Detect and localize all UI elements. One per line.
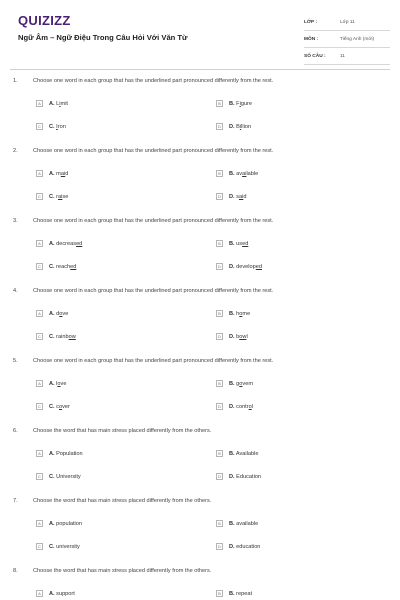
option-checkbox[interactable]: A	[36, 380, 43, 387]
meta-table	[304, 14, 390, 65]
word-part: Available	[235, 450, 259, 457]
option-letter: D.	[229, 333, 235, 340]
question-text: Choose one word in each group that has the underlined part pronounced differently from the rest.	[33, 288, 274, 294]
question-number: 8.	[13, 568, 18, 574]
option-text	[229, 521, 258, 527]
option-letter: D.	[229, 123, 235, 130]
underlined-part: ed	[242, 240, 249, 247]
answer-option-d[interactable]	[216, 193, 246, 200]
option-checkbox[interactable]: D	[216, 403, 223, 410]
answer-option-a[interactable]	[36, 380, 66, 387]
option-checkbox[interactable]: B	[216, 240, 223, 247]
option-checkbox[interactable]: B	[216, 380, 223, 387]
answer-option-c[interactable]	[36, 333, 76, 340]
option-letter: C.	[49, 473, 55, 480]
option-letter: A.	[49, 240, 55, 247]
underlined-part: ed	[76, 240, 83, 247]
option-checkbox[interactable]: A	[36, 100, 43, 107]
option-checkbox[interactable]: B	[216, 310, 223, 317]
question-text: Choose one word in each group that has the underlined part pronounced differently from the rest.	[33, 218, 274, 224]
word-part: education	[236, 543, 261, 550]
word-part: Population	[56, 450, 83, 457]
question-number: 6.	[13, 428, 18, 434]
option-text	[49, 124, 66, 130]
option-letter: B.	[229, 100, 235, 107]
word-part: develop	[236, 263, 256, 270]
answer-option-c[interactable]	[36, 403, 70, 410]
option-text	[49, 171, 68, 177]
option-checkbox[interactable]: A	[36, 590, 43, 597]
question-number: 1.	[13, 78, 18, 84]
underlined-part: i	[59, 100, 61, 107]
answer-option-d[interactable]	[216, 403, 253, 410]
option-letter: A.	[49, 310, 55, 317]
option-checkbox[interactable]: D	[216, 473, 223, 480]
question-text: Choose the word that has main stress placed differently from the others.	[33, 568, 212, 574]
question-text: Choose the word that has main stress placed differently from the others.	[33, 498, 212, 504]
underlined-part: ai	[242, 170, 247, 177]
page-title: Ngữ Âm – Ngữ Điệu Trong Câu Hỏi Với Văn Từ	[18, 33, 188, 42]
option-checkbox[interactable]: C	[36, 123, 43, 130]
option-letter: B.	[229, 590, 235, 597]
word-part: l	[251, 403, 253, 410]
option-checkbox[interactable]: B	[216, 450, 223, 457]
option-text	[229, 101, 252, 107]
answer-option-d[interactable]	[216, 543, 260, 550]
underlined-part: ed	[255, 263, 262, 270]
option-text	[229, 404, 253, 410]
question-number: 7.	[13, 498, 18, 504]
answer-option-b[interactable]	[216, 380, 253, 387]
word-part: s	[236, 193, 239, 200]
option-text	[229, 194, 246, 200]
answer-option-a[interactable]	[36, 240, 82, 247]
option-text	[229, 264, 262, 270]
answer-option-d[interactable]	[216, 263, 262, 270]
word-part: University	[56, 473, 81, 480]
word-part: Education	[236, 473, 262, 480]
question-number: 3.	[13, 218, 18, 224]
question-number: 4.	[13, 288, 18, 294]
word-part: d	[243, 193, 247, 200]
word-part: vern	[242, 380, 254, 387]
option-text	[49, 264, 76, 270]
option-letter: B.	[229, 520, 235, 527]
underlined-part: ed	[70, 263, 77, 270]
underlined-part: o	[58, 403, 63, 410]
underlined-part: o	[59, 310, 63, 317]
underlined-part: o	[248, 403, 252, 410]
option-text	[229, 451, 258, 457]
question-number: 2.	[13, 148, 18, 154]
word-part: university	[56, 543, 80, 550]
option-letter: B.	[229, 240, 235, 247]
word-part: se	[62, 193, 69, 200]
word-part: reach	[56, 263, 71, 270]
option-checkbox[interactable]: B	[216, 590, 223, 597]
option-text	[49, 544, 80, 550]
question-text: Choose one word in each group that has the underlined part pronounced differently from the rest.	[33, 78, 274, 84]
option-letter: D.	[229, 473, 235, 480]
word-part: d	[65, 170, 69, 177]
question-text: Choose one word in each group that has the underlined part pronounced differently from the rest.	[33, 148, 274, 154]
word-part: population	[56, 520, 82, 527]
option-letter: B.	[229, 310, 235, 317]
option-checkbox[interactable]: A	[36, 450, 43, 457]
word-part: l	[246, 333, 248, 340]
option-letter: C.	[49, 123, 55, 130]
option-checkbox[interactable]: D	[216, 123, 223, 130]
answer-option-a[interactable]	[36, 100, 68, 107]
underlined-part: ai	[60, 170, 66, 177]
answer-option-b[interactable]	[216, 100, 252, 107]
option-letter: D.	[229, 543, 235, 550]
option-text	[49, 381, 66, 387]
option-letter: A.	[49, 450, 55, 457]
word-part: b	[236, 333, 240, 340]
word-part: gure	[240, 100, 253, 107]
answer-option-c[interactable]	[36, 193, 68, 200]
option-text	[229, 381, 253, 387]
word-part: r	[56, 193, 59, 200]
option-text	[229, 241, 248, 247]
answer-option-d[interactable]	[216, 123, 251, 130]
underlined-part: ow	[239, 333, 247, 340]
answer-option-a[interactable]	[36, 590, 75, 597]
word-part: lable	[246, 170, 259, 177]
option-checkbox[interactable]: C	[36, 333, 43, 340]
word-part: l	[56, 380, 58, 387]
answer-option-b[interactable]	[216, 240, 248, 247]
option-text	[229, 124, 251, 130]
option-checkbox[interactable]: D	[216, 543, 223, 550]
page-header	[0, 0, 400, 68]
option-checkbox[interactable]: B	[216, 520, 223, 527]
option-text	[49, 334, 76, 340]
option-letter: B.	[229, 380, 235, 387]
meta-value: Lớp 11	[340, 19, 355, 25]
word-part: us	[236, 240, 243, 247]
option-checkbox[interactable]: C	[36, 403, 43, 410]
option-checkbox[interactable]: B	[216, 170, 223, 177]
meta-row-count	[304, 48, 390, 65]
word-part: me	[242, 310, 251, 317]
option-checkbox[interactable]: C	[36, 543, 43, 550]
answer-option-c[interactable]	[36, 263, 76, 270]
option-letter: D.	[229, 263, 235, 270]
quizizz-logo: QUIZIZZ	[18, 13, 71, 28]
option-text	[229, 334, 248, 340]
question-text: Choose one word in each group that has the underlined part pronounced differently from the rest.	[33, 358, 274, 364]
answer-option-b[interactable]	[216, 520, 258, 527]
option-letter: D.	[229, 403, 235, 410]
option-text	[229, 474, 261, 480]
word-part: mit	[60, 100, 68, 107]
word-part: ron	[57, 123, 66, 130]
option-text	[229, 544, 260, 550]
option-letter: A.	[49, 380, 55, 387]
underlined-part: ow	[68, 333, 76, 340]
underlined-part: o	[239, 380, 243, 387]
option-text	[229, 171, 258, 177]
option-letter: B.	[229, 450, 235, 457]
option-text	[229, 311, 250, 317]
meta-value: 11	[340, 53, 345, 59]
answer-option-d[interactable]	[216, 333, 248, 340]
option-letter: A.	[49, 590, 55, 597]
option-text	[49, 404, 70, 410]
option-letter: C.	[49, 193, 55, 200]
meta-key: MÔN :	[304, 36, 319, 42]
answer-option-d[interactable]	[216, 473, 261, 480]
option-letter: C.	[49, 333, 55, 340]
option-checkbox[interactable]: A	[36, 240, 43, 247]
answer-option-a[interactable]	[36, 450, 83, 457]
option-text	[229, 591, 252, 597]
option-text	[49, 451, 83, 457]
option-letter: A.	[49, 520, 55, 527]
option-text	[49, 241, 82, 247]
option-text	[49, 591, 75, 597]
meta-row-class	[304, 14, 390, 31]
option-checkbox[interactable]: C	[36, 193, 43, 200]
option-letter: A.	[49, 170, 55, 177]
question-text: Choose the word that has main stress placed differently from the others.	[33, 428, 212, 434]
option-letter: A.	[49, 100, 55, 107]
word-part: L	[56, 100, 60, 107]
answer-option-b[interactable]	[216, 590, 252, 597]
option-checkbox[interactable]: C	[36, 473, 43, 480]
word-part: repeat	[236, 590, 253, 597]
word-part: B	[236, 123, 240, 130]
answer-option-b[interactable]	[216, 170, 258, 177]
header-divider	[10, 69, 390, 70]
word-part: rainb	[56, 333, 69, 340]
option-checkbox[interactable]: C	[36, 263, 43, 270]
word-part: llion	[241, 123, 252, 130]
word-part: g	[236, 380, 240, 387]
word-part: support	[56, 590, 75, 597]
option-checkbox[interactable]: D	[216, 333, 223, 340]
word-part: av	[236, 170, 243, 177]
option-checkbox[interactable]: D	[216, 193, 223, 200]
option-letter: C.	[49, 263, 55, 270]
answer-option-b[interactable]	[216, 310, 250, 317]
word-part: available	[236, 520, 259, 527]
option-checkbox[interactable]: D	[216, 263, 223, 270]
question-number: 5.	[13, 358, 18, 364]
meta-value: Tiếng Anh (mới)	[340, 36, 375, 42]
option-letter: C.	[49, 543, 55, 550]
option-text	[49, 311, 68, 317]
word-part: h	[236, 310, 240, 317]
option-text	[49, 474, 81, 480]
underlined-part: i	[239, 123, 242, 130]
word-part: ve	[60, 380, 67, 387]
meta-key: LỚP :	[304, 19, 318, 25]
answer-option-c[interactable]	[36, 123, 66, 130]
underlined-part: o	[239, 310, 243, 317]
word-part: ver	[62, 403, 70, 410]
option-text	[49, 521, 82, 527]
option-checkbox[interactable]: A	[36, 520, 43, 527]
option-text	[49, 101, 68, 107]
word-part: contr	[236, 403, 249, 410]
underlined-part: i	[239, 100, 241, 107]
word-part: ve	[62, 310, 69, 317]
answer-option-a[interactable]	[36, 170, 68, 177]
answer-option-b[interactable]	[216, 450, 258, 457]
answer-option-c[interactable]	[36, 543, 80, 550]
word-part: decreas	[56, 240, 77, 247]
word-part: F	[236, 100, 240, 107]
answer-option-c[interactable]	[36, 473, 81, 480]
meta-row-subject	[304, 31, 390, 48]
underlined-part: I	[56, 123, 58, 130]
answer-option-a[interactable]	[36, 520, 82, 527]
word-part: c	[56, 403, 59, 410]
option-checkbox[interactable]: A	[36, 170, 43, 177]
underlined-part: ai	[58, 193, 63, 200]
option-letter: C.	[49, 403, 55, 410]
option-checkbox[interactable]: B	[216, 100, 223, 107]
option-checkbox[interactable]: A	[36, 310, 43, 317]
word-part: m	[56, 170, 61, 177]
option-letter: D.	[229, 193, 235, 200]
option-text	[49, 194, 68, 200]
underlined-part: o	[57, 380, 61, 387]
word-part: d	[56, 310, 60, 317]
option-letter: B.	[229, 170, 235, 177]
answer-option-a[interactable]	[36, 310, 68, 317]
underlined-part: ai	[238, 193, 244, 200]
meta-key: SỐ CÂU :	[304, 53, 326, 59]
